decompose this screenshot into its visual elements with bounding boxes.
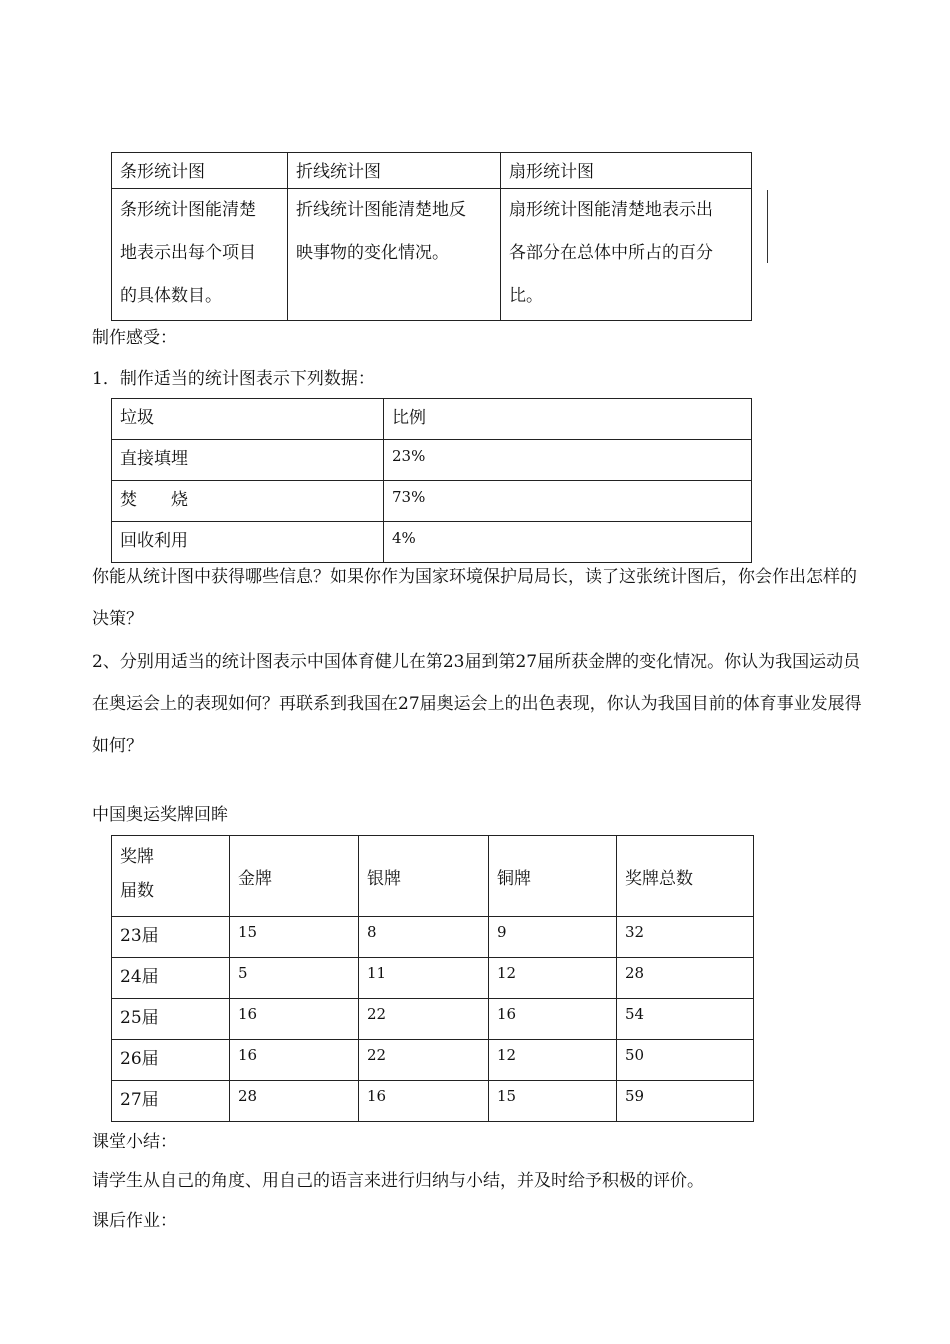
table-row: 25届 16 22 16 54 (112, 999, 754, 1040)
header-line-chart: 折线统计图 (288, 153, 501, 189)
garbage-table (111, 398, 752, 563)
table-row: 27届 28 16 15 59 (112, 1081, 754, 1122)
medal-table (111, 835, 754, 1122)
desc-pie-chart: 扇形统计图能清楚地表示出 各部分在总体中所占的百分 比。 (501, 189, 752, 321)
header-pie-chart: 扇形统计图 (501, 153, 752, 189)
homework-title: 课后作业： (92, 1211, 177, 1231)
header-bar-chart: 条形统计图 (112, 153, 288, 189)
table-row: 24届 5 11 12 28 (112, 958, 754, 999)
q2-text: 2、分别用适当的统计图表示中国体育健儿在第23届到第27届所获金牌的变化情况。你认为我国运动员在奥运会上的表现如何？再联系到我国在27届奥运会上的出色表现，你认为我国目前的体育事业发展得如何？ (92, 652, 862, 756)
desc-bar-chart: 条形统计图能清楚 地表示出每个项目 的具体数目。 (112, 189, 288, 321)
q1-title: 1．制作适当的统计图表示下列数据： (92, 369, 375, 389)
garbage-header-type: 垃圾 (112, 399, 384, 440)
header-gold: 金牌 (230, 836, 359, 917)
section-feeling: 制作感受： (92, 328, 177, 348)
table-row: 焚 烧 73% (112, 481, 752, 522)
table-row: 回收利用 4% (112, 522, 752, 563)
summary-text: 请学生从自己的角度、用自己的语言来进行归纳与小结，并及时给予积极的评价。 (92, 1171, 704, 1191)
garbage-header-ratio: 比例 (384, 399, 752, 440)
table-row: 23届 15 8 9 32 (112, 917, 754, 958)
header-total: 奖牌总数 (617, 836, 754, 917)
table-row: 直接填埋 23% (112, 440, 752, 481)
summary-title: 课堂小结： (92, 1132, 177, 1152)
table-row: 26届 16 22 12 50 (112, 1040, 754, 1081)
chart-types-table (111, 152, 752, 321)
header-silver: 银牌 (359, 836, 489, 917)
margin-bar (767, 190, 768, 263)
medal-corner: 奖牌 届数 (112, 836, 230, 917)
desc-line-chart: 折线统计图能清楚地反 映事物的变化情况。 (288, 189, 501, 321)
medal-caption: 中国奥运奖牌回眸 (92, 805, 228, 825)
q1-question: 你能从统计图中获得哪些信息？如果你作为国家环境保护局局长，读了这张统计图后，你会作出怎样的决策？ (92, 567, 857, 629)
header-bronze: 铜牌 (489, 836, 617, 917)
